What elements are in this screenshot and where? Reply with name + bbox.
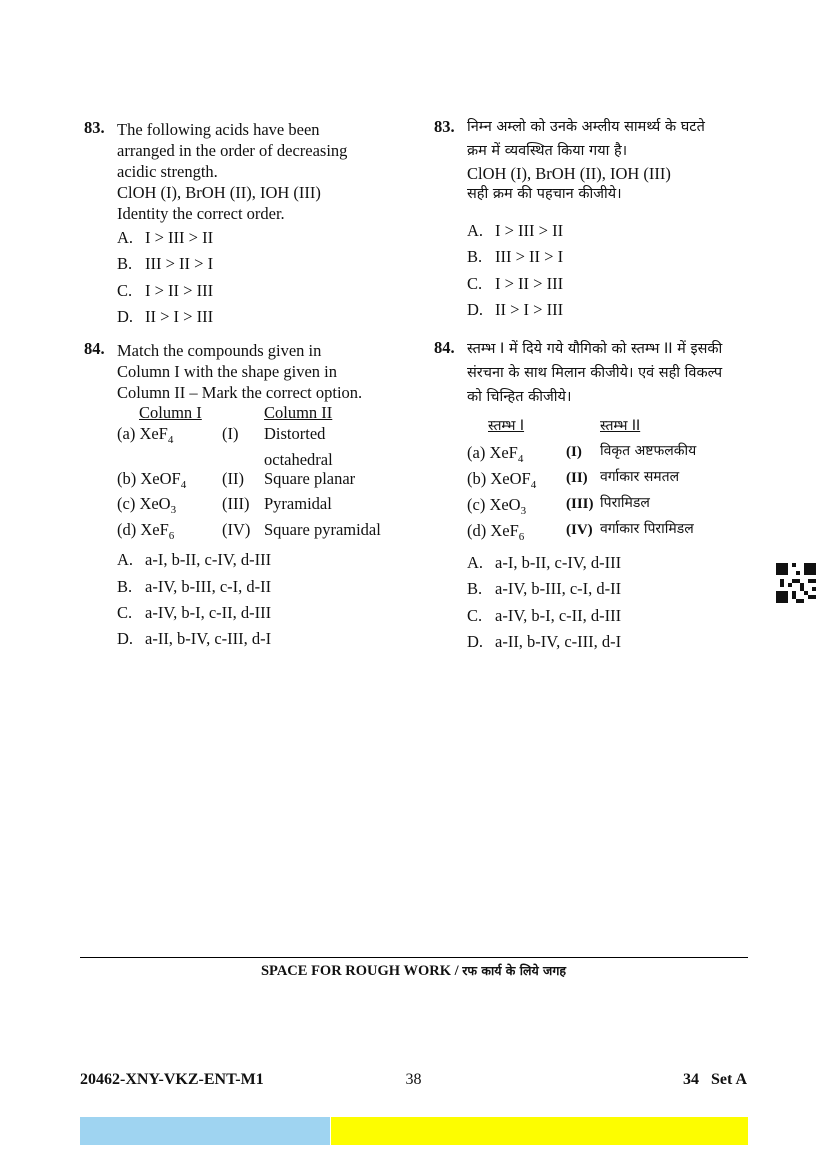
roman-numeral: (III) bbox=[222, 494, 250, 513]
compound: (b) XeOF$_4$ bbox=[467, 469, 537, 491]
option-b: B. a-IV, b-III, c-I, d-II bbox=[117, 577, 272, 596]
question-text: The following acids have been arranged in the order of decreasing acidic strength. ClOH (I), BrOH (II), IOH (III) Identity the correct order. bbox=[117, 120, 348, 223]
roman-numeral: (I) bbox=[566, 444, 582, 460]
question-text: निम्न अम्लो को उनके अम्लीय सामर्थ्य के घटते क्रम में व्यवस्थित किया गया है। ClOH (I), BrOH (II), IOH (III) सही क्रम की पहचान कीजीये। bbox=[467, 119, 705, 202]
compound: (a) XeF$_4$ bbox=[117, 424, 174, 446]
option-c: C. I > II > III bbox=[467, 274, 564, 293]
set-label: 34 Set A bbox=[683, 1071, 747, 1088]
qr-code-icon bbox=[776, 563, 816, 603]
shape: Distorted bbox=[264, 424, 326, 443]
shape: Square planar bbox=[264, 469, 356, 488]
compound: (c) XeO$_3$ bbox=[467, 495, 527, 517]
question-text: Match the compounds given in Column I with the shape given in Column II – Mark the correct option. bbox=[117, 341, 363, 402]
option-d: D. a-II, b-IV, c-III, d-I bbox=[117, 629, 272, 648]
question-number: 84. bbox=[84, 339, 105, 358]
column-head: स्तम्भ II bbox=[600, 418, 641, 434]
question-number: 84. bbox=[434, 338, 455, 357]
option-a: A. a-I, b-II, c-IV, d-III bbox=[117, 550, 272, 569]
option-a: A. I > III > II bbox=[467, 221, 564, 240]
shape: octahedral bbox=[264, 450, 333, 469]
roman-numeral: (II) bbox=[566, 470, 588, 486]
divider bbox=[80, 957, 748, 958]
question-number: 83. bbox=[434, 117, 455, 136]
option-b: B. a-IV, b-III, c-I, d-II bbox=[467, 579, 622, 598]
roman-numeral: (III) bbox=[566, 496, 594, 512]
option-a: A. I > III > II bbox=[117, 228, 214, 247]
shape: Square pyramidal bbox=[264, 520, 381, 539]
shape: Pyramidal bbox=[264, 494, 332, 513]
color-bar-blue bbox=[80, 1117, 330, 1145]
compound: (d) XeF$_6$ bbox=[467, 521, 525, 543]
roman-numeral: (I) bbox=[222, 424, 239, 443]
roman-numeral: (IV) bbox=[566, 522, 593, 538]
column-head: स्तम्भ I bbox=[488, 418, 525, 434]
page-number: 38 bbox=[405, 1071, 422, 1088]
rough-work-label: SPACE FOR ROUGH WORK / रफ कार्य के लिये जगह bbox=[260, 963, 567, 979]
shape: पिरामिडल bbox=[600, 495, 650, 511]
option-b: B. III > II > I bbox=[467, 247, 564, 266]
question-number: 83. bbox=[84, 118, 105, 137]
compound: (a) XeF$_4$ bbox=[467, 443, 524, 465]
roman-numeral: (IV) bbox=[222, 520, 251, 539]
question-text: स्तम्भ I में दिये गये यौगिको को स्तम्भ II में इसकी संरचना के साथ मिलान कीजीये। एवं सही विकल्प को चिन्हित कीजीये। bbox=[467, 341, 723, 405]
compound: (d) XeF$_6$ bbox=[117, 520, 175, 542]
roman-numeral: (II) bbox=[222, 469, 244, 488]
option-d: D. II > I > III bbox=[117, 307, 214, 326]
column-head: Column II bbox=[264, 403, 333, 422]
option-d: D. a-II, b-IV, c-III, d-I bbox=[467, 632, 622, 651]
option-d: D. II > I > III bbox=[467, 300, 564, 319]
option-b: B. III > II > I bbox=[117, 254, 214, 273]
paper-code: 20462-XNY-VKZ-ENT-M1 bbox=[80, 1071, 264, 1088]
option-c: C. a-IV, b-I, c-II, d-III bbox=[117, 603, 272, 622]
color-bar-yellow bbox=[331, 1117, 748, 1145]
shape: वर्गाकार समतल bbox=[600, 469, 680, 485]
shape: वर्गाकार पिरामिडल bbox=[600, 521, 694, 537]
option-c: C. I > II > III bbox=[117, 281, 214, 300]
option-c: C. a-IV, b-I, c-II, d-III bbox=[467, 606, 622, 625]
compound: (c) XeO$_3$ bbox=[117, 494, 177, 516]
compound: (b) XeOF$_4$ bbox=[117, 469, 187, 491]
option-a: A. a-I, b-II, c-IV, d-III bbox=[467, 553, 622, 572]
shape: विकृत अष्टफलकीय bbox=[600, 443, 697, 459]
column-head: Column I bbox=[139, 403, 202, 422]
